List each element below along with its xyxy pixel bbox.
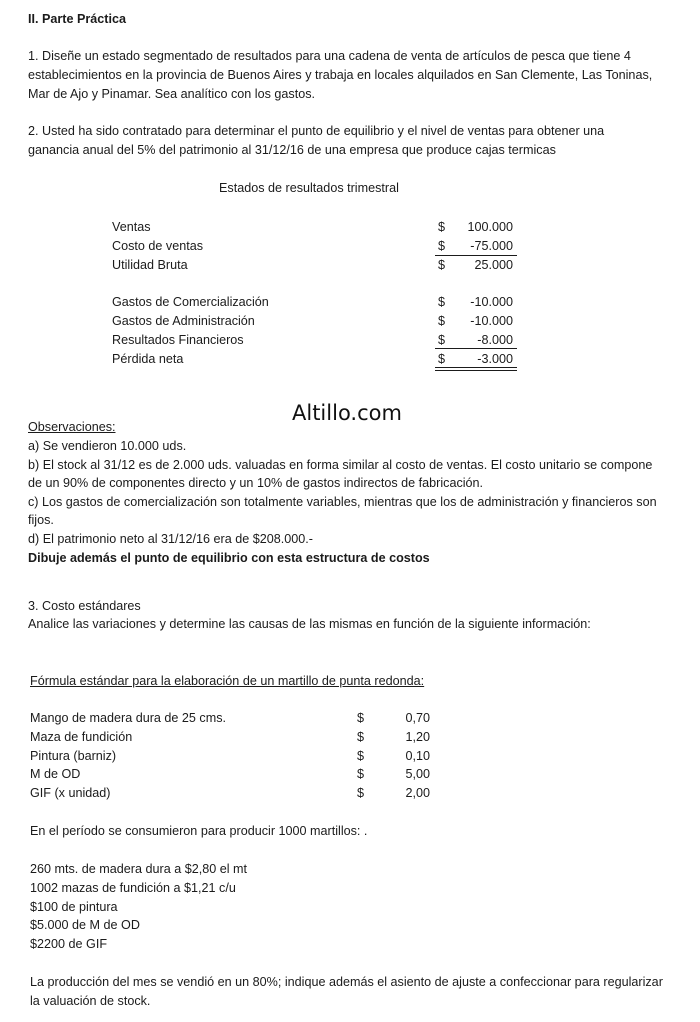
row-amount: -8.000 xyxy=(477,333,513,347)
table-row xyxy=(0,293,700,312)
closing-line-1: La producción del mes se vendió en un 80%; indique además el asiento de ajuste a confeccionar para regularizar xyxy=(30,975,663,989)
row-amount: -75.000 xyxy=(470,239,513,253)
row-currency: $ xyxy=(357,749,365,763)
observation-d: d) El patrimonio neto al 31/12/16 era de $208.000.- xyxy=(28,532,313,546)
observation-a: a) Se vendieron 10.000 uds. xyxy=(28,439,187,453)
table-row xyxy=(0,256,700,275)
row-currency: $ xyxy=(357,767,365,781)
row-amount: -3.000 xyxy=(477,352,513,366)
list-item: 1002 mazas de fundición a $1,21 c/u xyxy=(30,881,236,895)
list-item: $2200 de GIF xyxy=(30,937,108,951)
row-currency: $ xyxy=(357,786,365,800)
consumption-intro: En el período se consumieron para producir 1000 martillos: . xyxy=(30,824,368,838)
row-amount: 0,70 xyxy=(405,711,430,725)
table-row xyxy=(0,765,700,784)
q1-line-3: Mar de Ajo y Pinamar. Sea analítico con los gastos. xyxy=(28,87,316,101)
table-row xyxy=(0,312,700,331)
row-amount: 2,00 xyxy=(405,786,430,800)
table-row xyxy=(0,784,700,803)
total-double-rule-top xyxy=(435,367,517,368)
income-statement-title: Estados de resultados trimestral xyxy=(219,181,399,195)
list-item: $5.000 de M de OD xyxy=(30,918,140,932)
row-currency: $ xyxy=(438,333,446,347)
row-amount: 25.000 xyxy=(474,258,513,272)
q1-line-2: establecimientos en la provincia de Buenos Aires y trabaja en locales alquilados en San Clemente, Las Toninas, xyxy=(28,68,653,82)
row-label: Gastos de Administración xyxy=(112,314,255,328)
watermark: Altillo.com xyxy=(292,401,402,425)
formula-title: Fórmula estándar para la elaboración de un martillo de punta redonda: xyxy=(30,674,425,688)
q2-line-1: 2. Usted ha sido contratado para determinar el punto de equilibrio y el nivel de ventas para obtener una xyxy=(28,124,605,138)
total-double-rule-bottom xyxy=(435,370,517,371)
closing-line-2: la valuación de stock. xyxy=(30,994,151,1008)
row-label: Pintura (barniz) xyxy=(30,749,117,763)
list-item: 260 mts. de madera dura a $2,80 el mt xyxy=(30,862,248,876)
row-currency: $ xyxy=(438,239,446,253)
q3-title: 3. Costo estándares xyxy=(28,599,141,613)
row-label: Maza de fundición xyxy=(30,730,133,744)
row-label: Utilidad Bruta xyxy=(112,258,188,272)
observation-b-line-1: b) El stock al 31/12 es de 2.000 uds. valuadas en forma similar al costo de ventas. El costo unitario se compone xyxy=(28,458,653,472)
table-row xyxy=(0,331,700,350)
row-amount: 1,20 xyxy=(405,730,430,744)
row-currency: $ xyxy=(357,711,365,725)
row-currency: $ xyxy=(438,220,446,234)
table-row xyxy=(0,237,700,256)
table-row xyxy=(0,218,700,237)
row-label: Costo de ventas xyxy=(112,239,204,253)
observation-b-line-2: de un 90% de componentes directo y un 10% de gastos indirectos de fabricación. xyxy=(28,476,484,490)
row-amount: 0,10 xyxy=(405,749,430,763)
row-amount: 5,00 xyxy=(405,767,430,781)
subtotal-rule xyxy=(435,348,517,349)
row-label: Ventas xyxy=(112,220,151,234)
table-row xyxy=(0,709,700,728)
row-currency: $ xyxy=(438,258,446,272)
row-label: GIF (x unidad) xyxy=(30,786,111,800)
observaciones-title: Observaciones: xyxy=(28,420,116,434)
row-label: Gastos de Comercialización xyxy=(112,295,269,309)
q3-intro: Analice las variaciones y determine las causas de las mismas en función de la siguiente información: xyxy=(28,617,591,631)
table-row xyxy=(0,747,700,766)
row-currency: $ xyxy=(438,295,446,309)
row-label: Resultados Financieros xyxy=(112,333,244,347)
q1-line-1: 1. Diseñe un estado segmentado de resultados para una cadena de venta de artículos de pesca que tiene 4 xyxy=(28,49,631,63)
row-amount: -10.000 xyxy=(470,314,513,328)
row-currency: $ xyxy=(438,352,446,366)
row-currency: $ xyxy=(357,730,365,744)
breakeven-instruction: Dibuje además el punto de equilibrio con esta estructura de costos xyxy=(28,551,430,565)
table-row xyxy=(0,350,700,369)
table-row xyxy=(0,728,700,747)
row-label: M de OD xyxy=(30,767,81,781)
q2-line-2: ganancia anual del 5% del patrimonio al 31/12/16 de una empresa que produce cajas termicas xyxy=(28,143,556,157)
row-currency: $ xyxy=(438,314,446,328)
row-label: Pérdida neta xyxy=(112,352,184,366)
observation-c-line-1: c) Los gastos de comercialización son totalmente variables, mientras que los de administración y financieros son xyxy=(28,495,657,509)
row-amount: 100.000 xyxy=(467,220,513,234)
section-title: II. Parte Práctica xyxy=(28,12,127,26)
list-item: $100 de pintura xyxy=(30,900,118,914)
row-label: Mango de madera dura de 25 cms. xyxy=(30,711,227,725)
observation-c-line-2: fijos. xyxy=(28,513,54,527)
row-amount: -10.000 xyxy=(470,295,513,309)
